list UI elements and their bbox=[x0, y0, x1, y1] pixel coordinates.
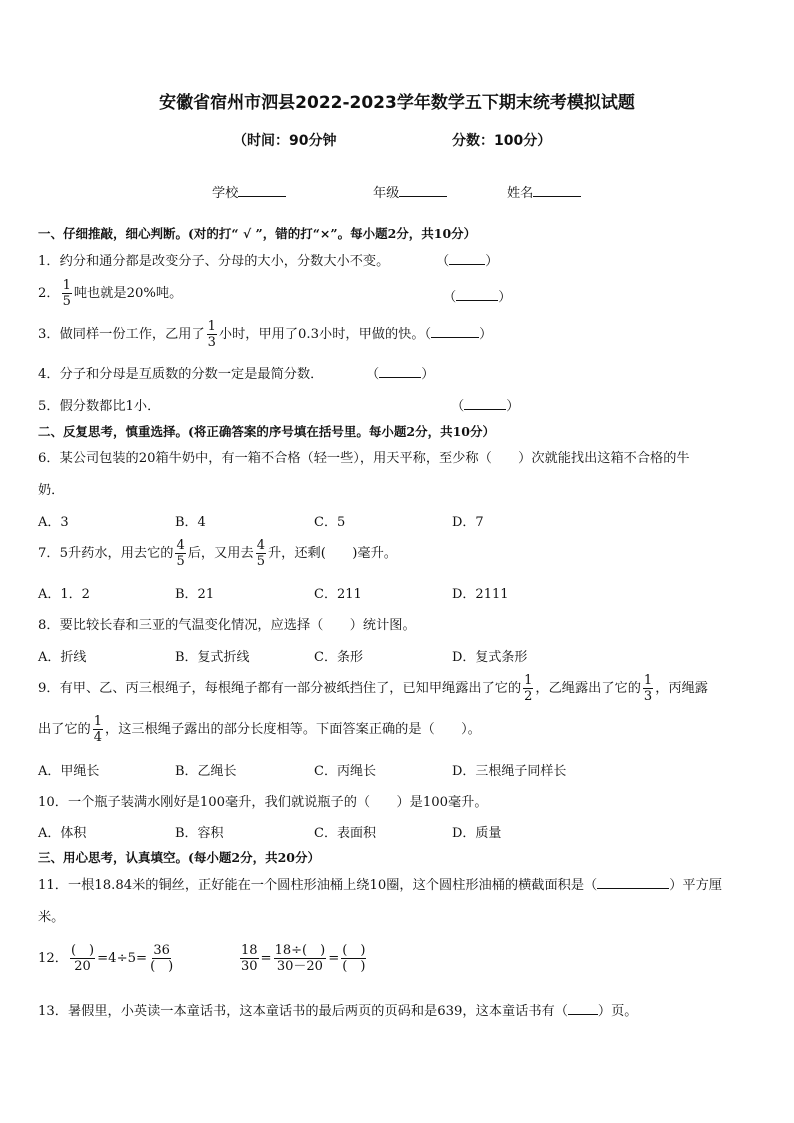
question-6-line-1: 6．某公司包装的20箱牛奶中，有一箱不合格（轻一些），用天平称，至少称（ ）次就能找出这箱不合格的牛 bbox=[38, 451, 690, 466]
option-d[interactable]: D．7 bbox=[452, 515, 484, 530]
fraction: $\frac{1}{5}$ bbox=[62, 278, 71, 309]
answer-blank-3[interactable]: （ ） bbox=[424, 327, 493, 342]
fraction: $\frac{18}{30}$ bbox=[241, 943, 258, 974]
answer-blank-5[interactable]: （ ） bbox=[451, 399, 520, 414]
answer-blank-1[interactable]: （ ） bbox=[436, 254, 499, 269]
option-b[interactable]: B．4 bbox=[175, 515, 206, 530]
question-2: 2． $\frac{1}{5}$ 吨也就是20%吨。 bbox=[38, 278, 183, 309]
question-8: 8．要比较长春和三亚的气温变化情况，应选择（ ）统计图。 bbox=[38, 618, 416, 633]
question-9-line-1: 9．有甲、乙、丙三根绳子，每根绳子都有一部分被纸挡住了，已知甲绳露出了它的 $\frac{1}{2}$ ，乙绳露出了它的 $\frac{1}{3}$ ，丙绳露 bbox=[38, 673, 708, 704]
question-11-line-1: 11．一根18.84米的铜丝，正好能在一个圆柱形油桶上绕10圈，这个圆柱形油桶的横截面积是（ ）平方厘 bbox=[38, 878, 722, 893]
fraction: $\frac{1}{2}$ bbox=[524, 673, 533, 704]
section-3-heading: 三、用心思考，认真填空。(每小题2分，共20分） bbox=[38, 850, 321, 865]
option-b[interactable]: B．容积 bbox=[175, 826, 224, 841]
option-a[interactable]: A．甲绳长 bbox=[38, 764, 100, 779]
name-blank[interactable] bbox=[533, 184, 581, 197]
option-b[interactable]: B．21 bbox=[175, 587, 215, 602]
fraction: $\frac{1}{3}$ bbox=[207, 319, 216, 350]
section-1-heading: 一、仔细推敲，细心判断。(对的打“ √ ”，错的打“×”。每小题2分，共10分） bbox=[38, 226, 477, 241]
option-b[interactable]: B．复式折线 bbox=[175, 650, 250, 665]
question-4: 4．分子和分母是互质数的分数一定是最简分数． bbox=[38, 367, 324, 382]
exam-time: （时间：90分钟 bbox=[233, 133, 337, 149]
option-c[interactable]: C．5 bbox=[314, 515, 346, 530]
fraction: $\frac{4}{5}$ bbox=[176, 538, 185, 569]
fraction[interactable]: $\frac{( )}{20}$ bbox=[70, 943, 95, 974]
grade-blank[interactable] bbox=[399, 184, 447, 197]
question-11-line-2: 米。 bbox=[38, 910, 65, 925]
name-field[interactable] bbox=[507, 182, 581, 201]
question-10: 10．一个瓶子装满水刚好是100毫升，我们就说瓶子的（ ）是100毫升。 bbox=[38, 795, 488, 810]
option-a[interactable]: A．折线 bbox=[38, 650, 87, 665]
question-1 bbox=[38, 250, 389, 269]
option-a[interactable]: A．3 bbox=[38, 515, 69, 530]
option-c[interactable]: C．表面积 bbox=[314, 826, 376, 841]
answer-blank-13[interactable] bbox=[568, 1002, 598, 1015]
question-12-a: 12． $\frac{( )}{20}$ =4÷5= $\frac{36}{( )}$ bbox=[38, 943, 174, 974]
page-title: 安徽省宿州市泗县2022-2023学年数学五下期末统考模拟试题 bbox=[159, 93, 635, 113]
answer-blank-11[interactable] bbox=[597, 876, 669, 889]
option-c[interactable]: C．丙绳长 bbox=[314, 764, 376, 779]
question-9-line-2: 出了它的 $\frac{1}{4}$ ，这三根绳子露出的部分长度相等。下面答案正确的是（ ）。 bbox=[38, 714, 481, 745]
answer-blank-2[interactable]: （ ） bbox=[443, 290, 512, 305]
grade-label: 年级 bbox=[373, 186, 400, 201]
question-1-text: 1．约分和通分都是改变分子、分母的大小，分数大小不变。 bbox=[38, 254, 390, 269]
option-c[interactable]: C．条形 bbox=[314, 650, 363, 665]
name-label: 姓名 bbox=[507, 186, 534, 201]
fraction[interactable]: $\frac{( )}{( )}$ bbox=[342, 943, 366, 974]
school-label: 学校 bbox=[212, 186, 239, 201]
school-field[interactable] bbox=[212, 182, 286, 201]
fraction[interactable]: $\frac{18\div( )}{30-20}$ bbox=[274, 943, 326, 974]
question-6-line-2: 奶． bbox=[38, 483, 65, 498]
fraction: $\frac{4}{5}$ bbox=[256, 538, 265, 569]
question-12-b: $\frac{18}{30}$ = $\frac{18\div( )}{30-20}$ = $\frac{( )}{( )}$ bbox=[241, 943, 366, 974]
question-5: 5．假分数都比1小． bbox=[38, 399, 161, 414]
option-d[interactable]: D．2111 bbox=[452, 587, 509, 602]
school-blank[interactable] bbox=[238, 184, 286, 197]
option-d[interactable]: D．复式条形 bbox=[452, 650, 528, 665]
fraction: $\frac{1}{3}$ bbox=[643, 673, 653, 704]
question-13: 13．暑假里，小英读一本童话书，这本童话书的最后两页的页码和是639，这本童话书有（ ）页。 bbox=[38, 1004, 638, 1019]
question-3: 3．做同样一份工作，乙用了 $\frac{1}{3}$ 小时，甲用了0.3小时，甲做的快。（ ） bbox=[38, 319, 493, 350]
grade-field[interactable] bbox=[373, 182, 447, 201]
fraction: $\frac{1}{4}$ bbox=[93, 714, 103, 745]
option-b[interactable]: B．乙绳长 bbox=[175, 764, 237, 779]
exam-score: 分数：100分） bbox=[452, 133, 552, 149]
answer-blank-4[interactable]: （ ） bbox=[366, 367, 435, 382]
fraction[interactable]: $\frac{36}{( )}$ bbox=[150, 943, 174, 974]
option-a[interactable]: A．体积 bbox=[38, 826, 87, 841]
option-a[interactable]: A．1．2 bbox=[38, 587, 90, 602]
section-2-heading: 二、反复思考，慎重选择。(将正确答案的序号填在括号里。每小题2分，共10分） bbox=[38, 424, 496, 439]
option-c[interactable]: C．211 bbox=[314, 587, 362, 602]
option-d[interactable]: D．三根绳子同样长 bbox=[452, 764, 567, 779]
option-d[interactable]: D．质量 bbox=[452, 826, 502, 841]
question-7: 7．5升药水，用去它的 $\frac{4}{5}$ 后，又用去 $\frac{4}{5}$ 升，还剩( )毫升。 bbox=[38, 538, 397, 569]
